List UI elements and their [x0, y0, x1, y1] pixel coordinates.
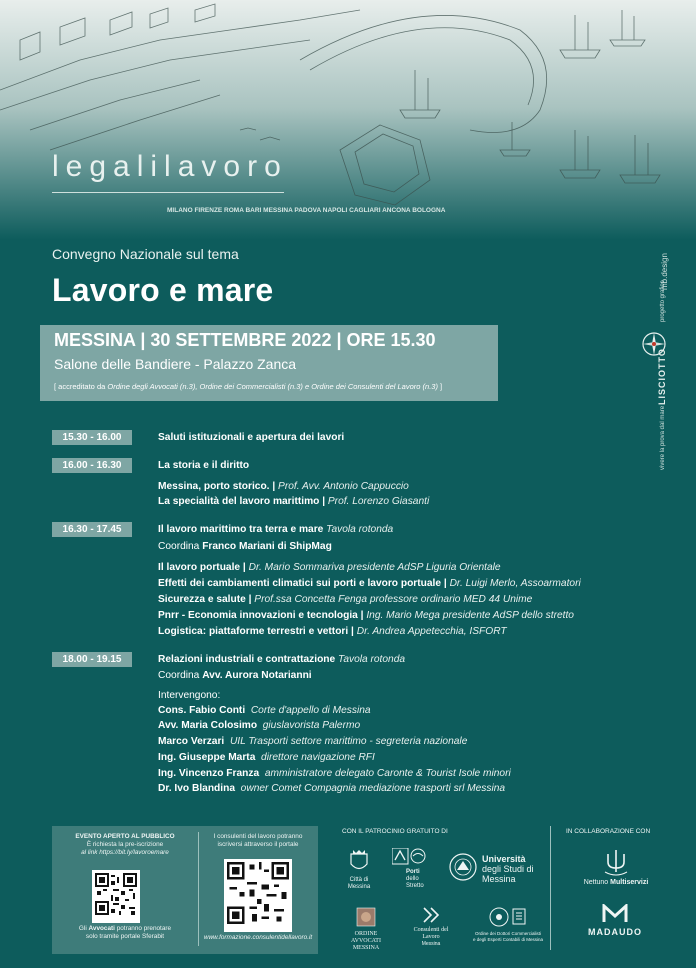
accr-prefix: [ accreditato da	[54, 382, 108, 391]
speakers-heading: Intervengono:	[158, 690, 221, 701]
talk-line: La specialità del lavoro marittimo | Prof. Lorenzo Giasanti	[158, 496, 430, 507]
collaboration-title: IN COLLABORAZIONE CON	[566, 828, 651, 835]
registration-url[interactable]: www.formazione.consulentidellavoro.it	[203, 934, 313, 941]
footer-separator	[550, 826, 551, 950]
registration-left: EVENTO APERTO AL PUBBLICO È richiesta la pre-iscrizione al link https://bit.ly/lavoroemare	[75, 833, 175, 856]
event-date: MESSINA | 30 SETTEMBRE 2022 | ORE 15.30	[54, 330, 436, 350]
brand-divider	[52, 192, 284, 193]
session-title: Relazioni industriali e contrattazione Tavola rotonda	[158, 654, 406, 665]
brand-cities: MILANO FIRENZE ROMA BARI MESSINA PADOVA NAPOLI CAGLIARI ANCONA BOLOGNA	[167, 207, 446, 214]
qr-code-right[interactable]	[224, 859, 292, 932]
designer-pre: progetto grafico	[660, 280, 666, 322]
session-title: Saluti istituzionali e apertura dei lavori	[158, 432, 345, 443]
speaker-line: Ing. Giuseppe Marta direttore navigazione RFI	[158, 752, 375, 763]
event-venue: Salone delle Bandiere - Palazzo Zanca	[54, 356, 297, 372]
ordine-commercialisti-logo: Ordine dei Dottori Commercialisti e degli Esperti Contabili di Messina	[470, 906, 546, 942]
talk-line: Logistica: piattaforme terrestri e vettori | Dr. Andrea Appetecchia, ISFORT	[158, 626, 507, 637]
patronage-title: CON IL PATROCINIO GRATUITO DI	[342, 828, 448, 835]
porti-stretto-logo: Porti dello Stretto	[392, 848, 436, 890]
comune-messina-logo: Città di Messina	[342, 848, 376, 891]
ordine-avvocati-logo: ORDINE AVVOCATI MESSINA	[346, 906, 386, 952]
talk-line: Sicurezza e salute | Prof.ssa Concetta Fenga professore ordinario MED 44 Unime	[158, 594, 533, 605]
session-title: Il lavoro marittimo tra terra e mare Tavola rotonda	[158, 524, 394, 535]
time-badge: 16.30 - 17.45	[52, 522, 132, 537]
madaudo-logo: MADAUDO	[580, 904, 650, 938]
session-title: La storia e il diritto	[158, 460, 250, 471]
speaker-line: Cons. Fabio Conti Corte d'appello di Messina	[158, 705, 371, 716]
registration-divider	[198, 832, 199, 946]
speaker-line: Avv. Maria Colosimo giuslavorista Palermo	[158, 720, 361, 731]
registration-left-note: Gli Avvocati potranno prenotare solo tramite portale Sferabit	[78, 925, 172, 940]
qr-code-left[interactable]	[92, 870, 140, 923]
speaker-line: Marco Verzari UIL Trasporti settore marittimo - segreteria nazionale	[158, 736, 468, 747]
brand-logo: legalilavoro	[52, 150, 288, 183]
intro-text: Convegno Nazionale sul tema	[52, 246, 239, 262]
hero-engraving	[0, 0, 696, 240]
event-info-box	[40, 325, 498, 401]
time-badge: 18.00 - 19.15	[52, 652, 132, 667]
moderator-line: Coordina Franco Mariani di ShipMag	[158, 541, 332, 552]
talk-line: Messina, porto storico. | Prof. Avv. Antonio Cappuccio	[158, 481, 409, 492]
accr-suffix: ]	[437, 382, 443, 391]
brand-block	[52, 150, 446, 214]
page-title: Lavoro e mare	[52, 272, 274, 308]
universita-messina-logo: Università degli Studi di Messina	[448, 852, 544, 884]
talk-line: Effetti dei cambiamenti climatici sui porti e lavoro portuale | Dr. Luigi Merlo, Assoarmatori	[158, 578, 581, 589]
time-badge: 15.30 - 16.00	[52, 430, 132, 445]
time-badge: 16.00 - 16.30	[52, 458, 132, 473]
registration-right: I consulenti del lavoro potranno iscriversi attraverso il portale	[213, 833, 303, 848]
speaker-line: Ing. Vincenzo Franza amministratore delegato Caronte & Tourist Isole minori	[158, 768, 511, 779]
lisciotto-logo: LISCIOTTO	[657, 348, 667, 405]
moderator-line: Coordina Avv. Aurora Notarianni	[158, 670, 312, 681]
accr-body: Ordine degli Avvocati (n.3), Ordine dei Commercialisti (n.3) e Ordine dei Consulenti del Lavoro (n.3)	[107, 382, 438, 391]
talk-line: Il lavoro portuale | Dr. Mario Sommariva presidente AdSP Liguria Orientale	[158, 562, 501, 573]
talk-line: Pnrr - Economia innovazioni e tecnologia | Ing. Mario Mega presidente AdSP dello stretto	[158, 610, 574, 621]
speaker-line: Dr. Ivo Blandina owner Comet Compagnia mediazione trasporti srl Messina	[158, 783, 506, 794]
lisciotto-tagline: vivere la prova dal mare	[660, 405, 666, 470]
designer-credit: mb.design	[660, 253, 669, 290]
nettuno-multiservizi-logo: Nettuno Multiservizi	[574, 848, 658, 887]
event-accreditation	[54, 382, 442, 391]
consulenti-lavoro-logo: Consulenti del Lavoro Messina	[408, 906, 454, 948]
